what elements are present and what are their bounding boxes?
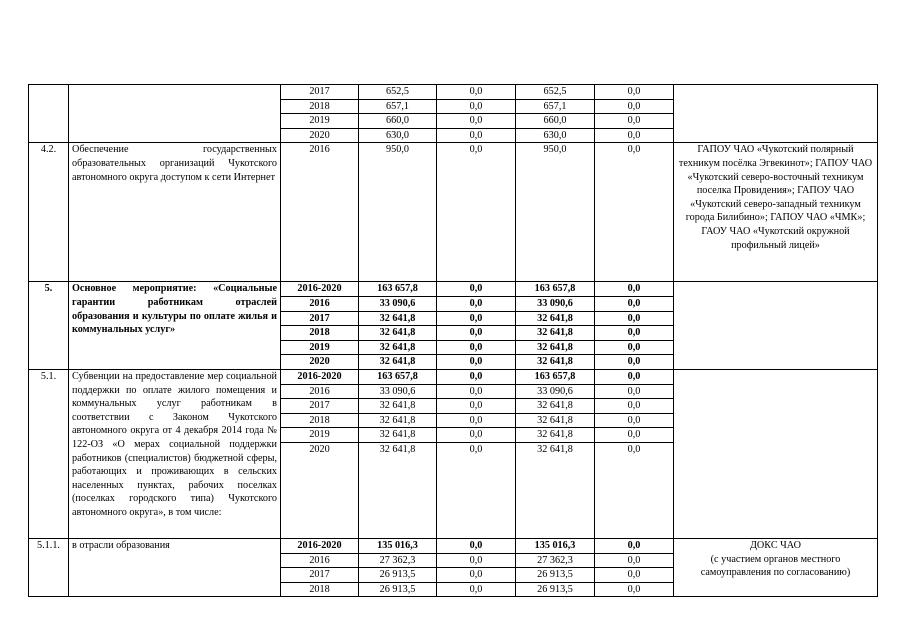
row-number: 4.2. bbox=[29, 143, 69, 282]
other-cell: 0,0 bbox=[595, 355, 674, 370]
total-cell: 163 657,8 bbox=[359, 369, 437, 384]
other-cell: 0,0 bbox=[595, 326, 674, 341]
okrug-cell: 26 913,5 bbox=[516, 568, 595, 583]
okrug-cell: 32 641,8 bbox=[516, 326, 595, 341]
federal-cell: 0,0 bbox=[437, 85, 516, 100]
other-cell: 0,0 bbox=[595, 582, 674, 597]
total-cell: 135 016,3 bbox=[359, 538, 437, 553]
table-row bbox=[29, 282, 878, 297]
federal-cell: 0,0 bbox=[437, 399, 516, 414]
year-cell: 2016 bbox=[281, 384, 359, 399]
federal-cell: 0,0 bbox=[437, 428, 516, 443]
okrug-cell: 33 090,6 bbox=[516, 296, 595, 311]
federal-cell: 0,0 bbox=[437, 143, 516, 282]
okrug-cell: 27 362,3 bbox=[516, 553, 595, 568]
other-cell: 0,0 bbox=[595, 143, 674, 282]
year-cell: 2016 bbox=[281, 296, 359, 311]
table-row bbox=[29, 143, 878, 282]
okrug-cell: 163 657,8 bbox=[516, 282, 595, 297]
total-cell: 27 362,3 bbox=[359, 553, 437, 568]
year-cell: 2017 bbox=[281, 399, 359, 414]
year-cell: 2016-2020 bbox=[281, 369, 359, 384]
federal-cell: 0,0 bbox=[437, 296, 516, 311]
row-number: 5.1.1. bbox=[29, 538, 69, 596]
other-cell: 0,0 bbox=[595, 311, 674, 326]
year-cell: 2016-2020 bbox=[281, 538, 359, 553]
okrug-cell: 32 641,8 bbox=[516, 428, 595, 443]
okrug-cell: 32 641,8 bbox=[516, 355, 595, 370]
responsible-cell bbox=[674, 85, 878, 143]
total-cell: 33 090,6 bbox=[359, 384, 437, 399]
total-cell: 26 913,5 bbox=[359, 568, 437, 583]
year-cell: 2017 bbox=[281, 568, 359, 583]
other-cell: 0,0 bbox=[595, 114, 674, 129]
row-number bbox=[29, 85, 69, 143]
total-cell: 32 641,8 bbox=[359, 442, 437, 538]
okrug-cell: 950,0 bbox=[516, 143, 595, 282]
federal-cell: 0,0 bbox=[437, 311, 516, 326]
okrug-cell: 657,1 bbox=[516, 99, 595, 114]
other-cell: 0,0 bbox=[595, 442, 674, 538]
total-cell: 657,1 bbox=[359, 99, 437, 114]
other-cell: 0,0 bbox=[595, 428, 674, 443]
year-cell: 2019 bbox=[281, 114, 359, 129]
okrug-cell: 32 641,8 bbox=[516, 399, 595, 414]
year-cell: 2017 bbox=[281, 311, 359, 326]
year-cell: 2019 bbox=[281, 428, 359, 443]
responsible-cell: ГАПОУ ЧАО «Чукотский полярный техникум посёлка Эгвекинот»; ГАПОУ ЧАО «Чукотский северо-восточный техникум поселка Провидения»; ГАПОУ ЧАО «Чукотский северо-западный техникум города Билибино»; ГАПОУ ЧАО «ЧМК»; ГАОУ ЧАО «Чукотский окружной профильный лицей» bbox=[674, 143, 878, 282]
federal-cell: 0,0 bbox=[437, 538, 516, 553]
other-cell: 0,0 bbox=[595, 568, 674, 583]
okrug-cell: 32 641,8 bbox=[516, 413, 595, 428]
total-cell: 163 657,8 bbox=[359, 282, 437, 297]
row-description: в отрасли образования bbox=[69, 538, 281, 596]
total-cell: 950,0 bbox=[359, 143, 437, 282]
okrug-cell: 135 016,3 bbox=[516, 538, 595, 553]
responsible-cell bbox=[674, 282, 878, 370]
federal-cell: 0,0 bbox=[437, 355, 516, 370]
other-cell: 0,0 bbox=[595, 282, 674, 297]
row-number: 5. bbox=[29, 282, 69, 370]
program-table bbox=[28, 84, 878, 597]
total-cell: 33 090,6 bbox=[359, 296, 437, 311]
federal-cell: 0,0 bbox=[437, 128, 516, 143]
year-cell: 2018 bbox=[281, 99, 359, 114]
total-cell: 652,5 bbox=[359, 85, 437, 100]
total-cell: 32 641,8 bbox=[359, 428, 437, 443]
federal-cell: 0,0 bbox=[437, 282, 516, 297]
federal-cell: 0,0 bbox=[437, 340, 516, 355]
other-cell: 0,0 bbox=[595, 538, 674, 553]
okrug-cell: 32 641,8 bbox=[516, 340, 595, 355]
federal-cell: 0,0 bbox=[437, 326, 516, 341]
total-cell: 32 641,8 bbox=[359, 326, 437, 341]
okrug-cell: 660,0 bbox=[516, 114, 595, 129]
total-cell: 32 641,8 bbox=[359, 413, 437, 428]
other-cell: 0,0 bbox=[595, 413, 674, 428]
okrug-cell: 32 641,8 bbox=[516, 311, 595, 326]
total-cell: 32 641,8 bbox=[359, 340, 437, 355]
other-cell: 0,0 bbox=[595, 553, 674, 568]
year-cell: 2017 bbox=[281, 85, 359, 100]
total-cell: 32 641,8 bbox=[359, 399, 437, 414]
row-description: Субвенции на предоставление мер социальной поддержки по оплате жилого помещения и коммунальных услуг работникам в соответствии с Законом Чукотского автономного округа от 4 декабря 2014 года № 122-ОЗ «О мерах социальной поддержки работников (специалистов) бюджетной сферы, работающих и проживающих в сельских населенных пунктах, рабочих поселках (поселках городского типа) Чукотского автономного округа», в том числе: bbox=[69, 369, 281, 538]
total-cell: 32 641,8 bbox=[359, 311, 437, 326]
table-row bbox=[29, 538, 878, 553]
year-cell: 2020 bbox=[281, 355, 359, 370]
other-cell: 0,0 bbox=[595, 85, 674, 100]
other-cell: 0,0 bbox=[595, 369, 674, 384]
responsible-cell bbox=[674, 369, 878, 538]
other-cell: 0,0 bbox=[595, 128, 674, 143]
year-cell: 2016-2020 bbox=[281, 282, 359, 297]
federal-cell: 0,0 bbox=[437, 568, 516, 583]
federal-cell: 0,0 bbox=[437, 114, 516, 129]
federal-cell: 0,0 bbox=[437, 99, 516, 114]
federal-cell: 0,0 bbox=[437, 553, 516, 568]
federal-cell: 0,0 bbox=[437, 413, 516, 428]
okrug-cell: 652,5 bbox=[516, 85, 595, 100]
table-row bbox=[29, 85, 878, 100]
table-row bbox=[29, 369, 878, 384]
okrug-cell: 26 913,5 bbox=[516, 582, 595, 597]
federal-cell: 0,0 bbox=[437, 582, 516, 597]
okrug-cell: 630,0 bbox=[516, 128, 595, 143]
row-number: 5.1. bbox=[29, 369, 69, 538]
responsible-cell: ДОКС ЧАО (с участием органов местного самоуправления по согласованию) bbox=[674, 538, 878, 596]
year-cell: 2020 bbox=[281, 442, 359, 538]
year-cell: 2020 bbox=[281, 128, 359, 143]
total-cell: 26 913,5 bbox=[359, 582, 437, 597]
row-description: Основное мероприятие: «Социальные гарантии работникам отраслей образования и культуры по оплате жилья и коммунальных услуг» bbox=[69, 282, 281, 370]
row-description bbox=[69, 85, 281, 143]
other-cell: 0,0 bbox=[595, 384, 674, 399]
total-cell: 630,0 bbox=[359, 128, 437, 143]
total-cell: 32 641,8 bbox=[359, 355, 437, 370]
federal-cell: 0,0 bbox=[437, 442, 516, 538]
row-description: Обеспечение государственных образовательных организаций Чукотского автономного округа доступом к сети Интернет bbox=[69, 143, 281, 282]
okrug-cell: 32 641,8 bbox=[516, 442, 595, 538]
other-cell: 0,0 bbox=[595, 296, 674, 311]
year-cell: 2018 bbox=[281, 582, 359, 597]
year-cell: 2018 bbox=[281, 326, 359, 341]
year-cell: 2016 bbox=[281, 553, 359, 568]
total-cell: 660,0 bbox=[359, 114, 437, 129]
other-cell: 0,0 bbox=[595, 399, 674, 414]
federal-cell: 0,0 bbox=[437, 384, 516, 399]
okrug-cell: 33 090,6 bbox=[516, 384, 595, 399]
other-cell: 0,0 bbox=[595, 340, 674, 355]
other-cell: 0,0 bbox=[595, 99, 674, 114]
federal-cell: 0,0 bbox=[437, 369, 516, 384]
year-cell: 2019 bbox=[281, 340, 359, 355]
year-cell: 2016 bbox=[281, 143, 359, 282]
year-cell: 2018 bbox=[281, 413, 359, 428]
okrug-cell: 163 657,8 bbox=[516, 369, 595, 384]
